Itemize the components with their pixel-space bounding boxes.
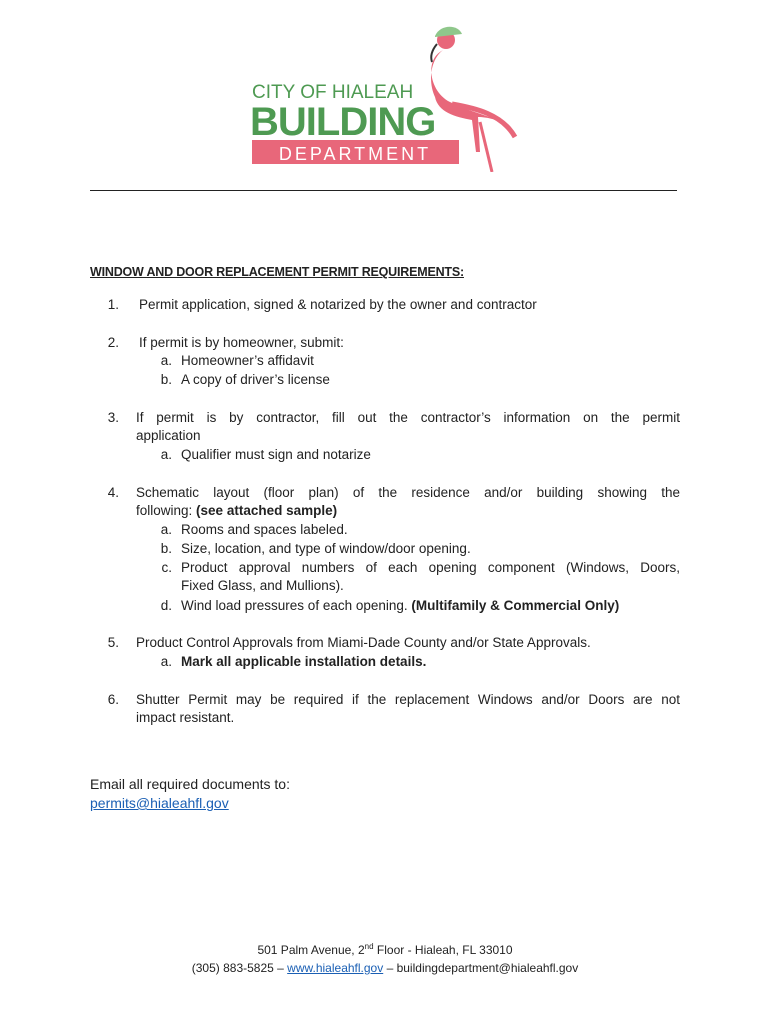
item-number: 3. bbox=[107, 410, 119, 425]
permits-email-link[interactable]: permits@hialeahfl.gov bbox=[90, 795, 229, 811]
footer-contact: (305) 883-5825 – www.hialeahfl.gov – buildingdepartment@hialeahfl.gov bbox=[191, 961, 579, 975]
item-number: 4. bbox=[107, 485, 119, 500]
item-number: 2. bbox=[107, 335, 119, 350]
item-text: Product Control Approvals from Miami-Dade County and/or State Approvals. bbox=[136, 635, 591, 650]
item-number: 6. bbox=[107, 692, 119, 707]
sub-item-letter: a. bbox=[160, 353, 172, 368]
hard-hat-icon bbox=[435, 27, 462, 37]
sub-item-text: A copy of driver’s license bbox=[181, 372, 330, 387]
sub-item-text: Mark all applicable installation details. bbox=[181, 654, 427, 669]
city-of-hialeah-building-department-logo bbox=[240, 22, 540, 172]
sub-item-text: Rooms and spaces labeled. bbox=[181, 522, 348, 537]
email-label: Email all required documents to: bbox=[90, 776, 290, 792]
sub-item-letter: b. bbox=[160, 372, 172, 387]
sub-item-letter: a. bbox=[160, 522, 172, 537]
sub-item-text: Wind load pressures of each opening. (Multifamily & Commercial Only) bbox=[181, 598, 620, 613]
page-title: WINDOW AND DOOR REPLACEMENT PERMIT REQUIREMENTS: bbox=[90, 265, 464, 279]
header-divider bbox=[90, 190, 677, 191]
sub-item-text-cont: Fixed Glass, and Mullions). bbox=[181, 578, 344, 593]
item-text: If permit is by contractor, fill out the contractor’s information on the permit bbox=[136, 410, 680, 425]
item-text: Permit application, signed & notarized by the owner and contractor bbox=[139, 297, 537, 312]
sub-item-letter: b. bbox=[160, 541, 172, 556]
sub-item-letter: c. bbox=[161, 560, 172, 575]
sub-item-letter: d. bbox=[160, 598, 172, 613]
website-link[interactable]: www.hialeahfl.gov bbox=[287, 961, 384, 975]
sub-item-letter: a. bbox=[160, 447, 172, 462]
item-text: If permit is by homeowner, submit: bbox=[139, 335, 344, 350]
item-text: Schematic layout (floor plan) of the residence and/or building showing the bbox=[136, 485, 680, 500]
sub-item-text: Qualifier must sign and notarize bbox=[181, 447, 371, 462]
item-text-cont: application bbox=[136, 428, 201, 443]
sub-item-text: Homeowner’s affidavit bbox=[181, 353, 314, 368]
svg-text:CITY OF HIALEAH: CITY OF HIALEAH bbox=[252, 82, 414, 103]
item-number: 5. bbox=[107, 635, 119, 650]
bold-note: (Multifamily & Commercial Only) bbox=[411, 598, 620, 613]
item-text-cont: following: (see attached sample) bbox=[136, 503, 338, 518]
item-number: 1. bbox=[107, 297, 119, 312]
sub-item-text: Product approval numbers of each opening component (Windows, Doors, bbox=[181, 560, 680, 575]
svg-text:DEPARTMENT: DEPARTMENT bbox=[278, 144, 432, 164]
sub-item-text: Size, location, and type of window/door opening. bbox=[181, 541, 471, 556]
bold-note: (see attached sample) bbox=[196, 503, 338, 518]
flamingo-icon bbox=[431, 50, 515, 152]
sub-item-letter: a. bbox=[160, 654, 172, 669]
footer-address: 501 Palm Avenue, 2nd Floor - Hialeah, FL 33010 bbox=[257, 942, 513, 957]
item-text-cont: impact resistant. bbox=[136, 710, 235, 725]
item-text: Shutter Permit may be required if the replacement Windows and/or Doors are not bbox=[136, 692, 680, 707]
svg-text:BUILDING: BUILDING bbox=[250, 100, 436, 144]
